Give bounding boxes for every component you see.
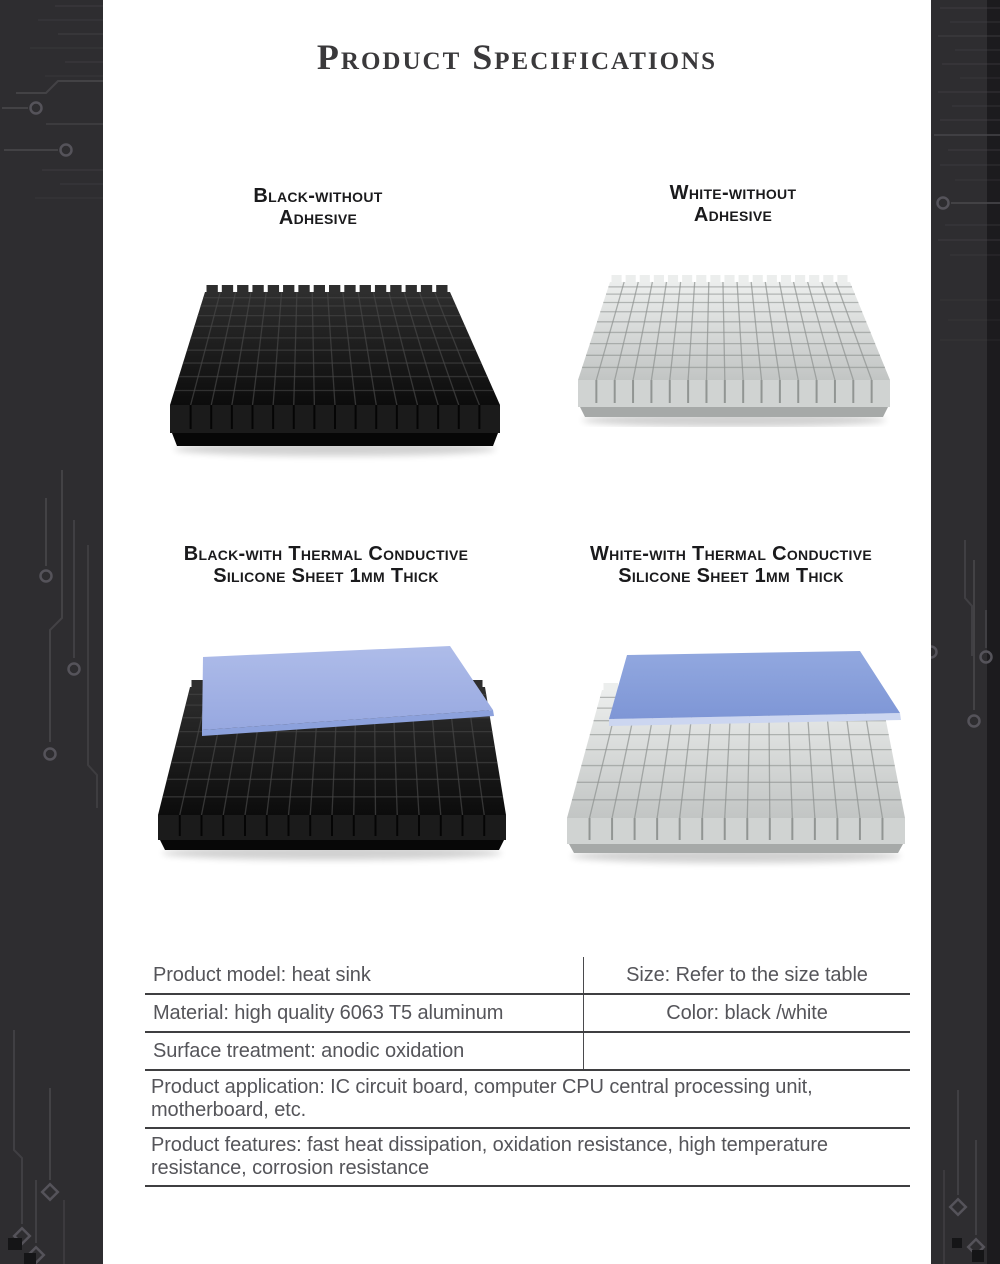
spec-cell-features: Product features: fast heat dissipation, oxidation resistance, high temperature resistance, corrosion resistance	[151, 1134, 828, 1179]
spec-row-model-size	[145, 957, 910, 995]
caption-line: Adhesive	[693, 204, 773, 226]
spec-cell-surface-treatment: Surface treatment: anodic oxidation	[145, 1033, 584, 1069]
caption-white-without-adhesive	[583, 182, 883, 226]
spec-row-surface-treatment	[145, 1033, 910, 1071]
product-image-white-heatsink	[565, 272, 910, 427]
product-image-black-heatsink	[160, 280, 505, 470]
caption-line: Adhesive	[278, 207, 358, 229]
spec-table	[145, 957, 910, 1187]
caption-line: Black-without	[253, 185, 383, 207]
caption-white-with-silicone-sheet	[556, 543, 906, 587]
spec-cell-material: Material: high quality 6063 T5 aluminum	[145, 995, 584, 1031]
page-title: Product Specifications	[316, 37, 718, 77]
caption-black-with-silicone-sheet	[151, 543, 501, 587]
spec-cell-empty	[584, 1033, 910, 1069]
caption-black-without-adhesive	[168, 185, 468, 229]
caption-line: Silicone Sheet 1mm Thick	[618, 565, 844, 587]
caption-line: White-without	[669, 182, 797, 204]
spec-cell-application: Product application: IC circuit board, computer CPU central processing unit, motherboard, etc.	[151, 1076, 813, 1121]
spec-row-features	[145, 1129, 910, 1187]
spec-cell-size: Size: Refer to the size table	[626, 964, 868, 986]
spec-row-material-color	[145, 995, 910, 1033]
spec-row-application	[145, 1071, 910, 1129]
caption-line: Silicone Sheet 1mm Thick	[213, 565, 439, 587]
spec-cell-color: Color: black /white	[666, 1002, 828, 1024]
caption-line: Black-with Thermal Conductive	[183, 543, 469, 565]
spec-cell-product-model: Product model: heat sink	[145, 957, 584, 993]
product-image-white-heatsink-with-sheet	[551, 628, 936, 880]
caption-line: White-with Thermal Conductive	[590, 543, 872, 565]
product-image-black-heatsink-with-sheet	[148, 625, 513, 870]
